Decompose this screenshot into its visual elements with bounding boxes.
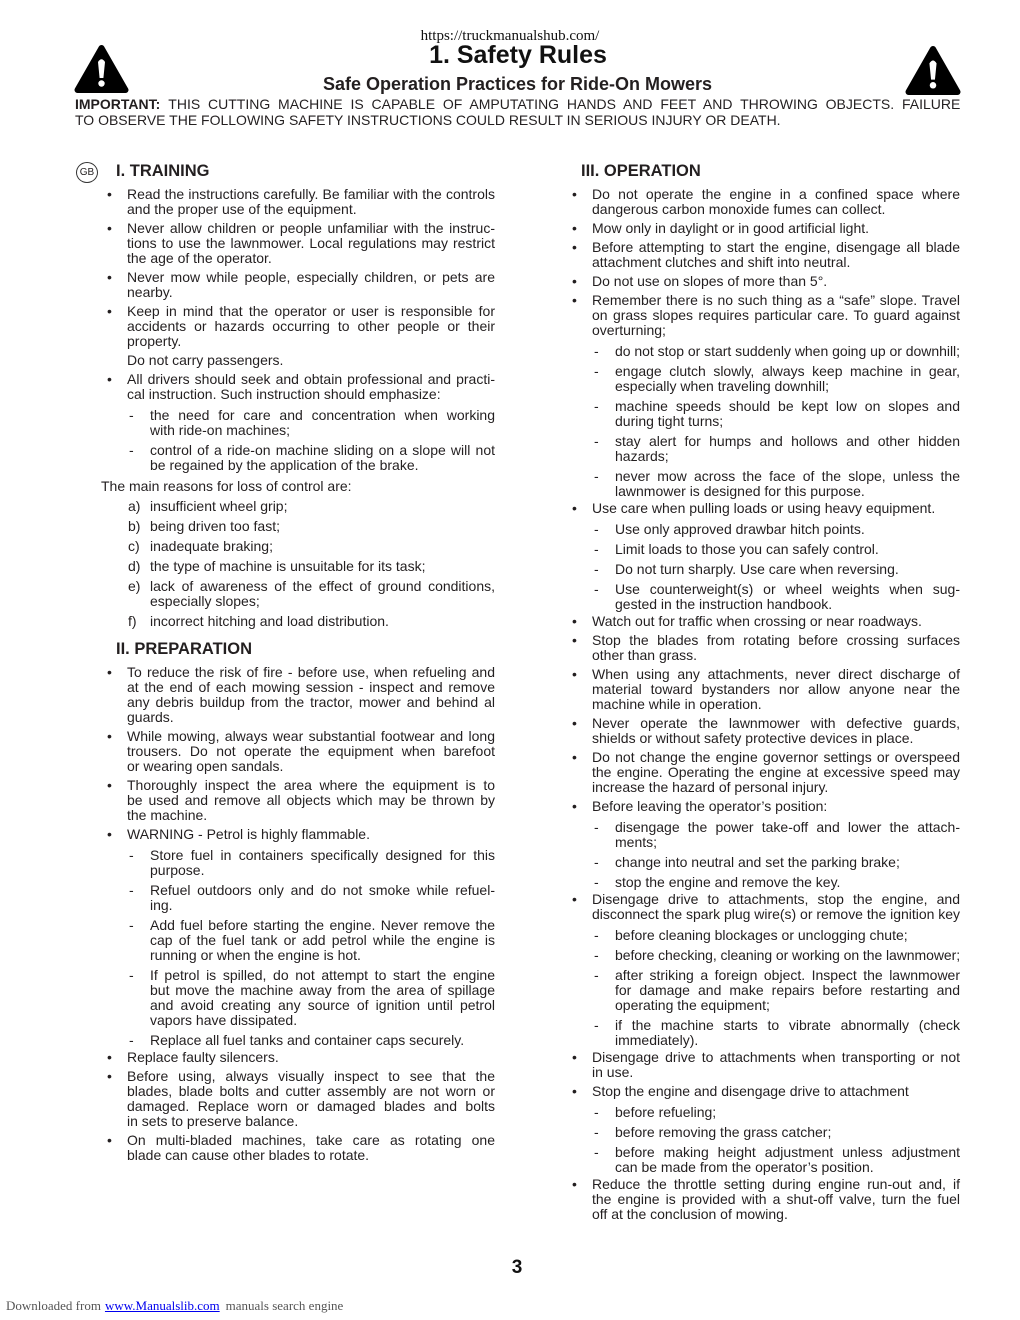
text-line: disconnect the spark plug wire(s) or remove the ignition key xyxy=(592,906,961,922)
important-text-line: THIS CUTTING MACHINE IS CAPABLE OF AMPUTATING HANDS AND FEET AND THROWING OBJECTS. FAILURE xyxy=(168,96,961,112)
text-line: before cleaning blockages or unclogging chute; xyxy=(615,927,908,943)
warning-triangle-icon xyxy=(905,45,961,96)
text-line: the need for care and concentration when working xyxy=(150,407,495,423)
text-line: off at the conclusion of mowing. xyxy=(592,1206,788,1222)
text-line: never mow across the face of the slope, unless the xyxy=(615,468,960,484)
item-letter: f) xyxy=(128,613,137,629)
text-line: control of a ride-on machine sliding on a slope will not xyxy=(150,442,495,458)
text-line: before making height adjustment unless adjustment xyxy=(615,1144,960,1160)
text-line: incorrect hitching and load distribution. xyxy=(150,613,389,629)
text-line: cal instruction. Such instruction should emphasize: xyxy=(127,386,441,402)
bullet-item xyxy=(566,1050,960,1080)
text-line: in sets to preserve balance. xyxy=(127,1113,299,1129)
dash-item xyxy=(566,948,960,963)
bullet-item xyxy=(101,187,495,217)
dash-marker: - xyxy=(594,561,599,577)
text-line: and the proper use of the equipment. xyxy=(127,201,357,217)
text-line: All drivers should seek and obtain professional and practi- xyxy=(127,371,495,387)
dash-marker: - xyxy=(594,854,599,870)
bullet-marker: • xyxy=(572,273,577,289)
bullet-item xyxy=(101,221,495,266)
text-line: change into neutral and set the parking brake; xyxy=(615,854,900,870)
lettered-item xyxy=(101,614,495,629)
text-line: before refueling; xyxy=(615,1104,717,1120)
dash-marker: - xyxy=(129,407,134,423)
bullet-marker: • xyxy=(107,728,112,744)
text-line: ments; xyxy=(615,834,658,850)
dash-item xyxy=(566,469,960,499)
text-line: the age of the operator. xyxy=(127,250,272,266)
lettered-item xyxy=(101,539,495,554)
bullet-item xyxy=(566,716,960,746)
important-notice xyxy=(75,96,960,128)
dash-item xyxy=(566,542,960,557)
bullet-item xyxy=(566,274,960,289)
bullet-marker: • xyxy=(107,371,112,387)
bullet-item xyxy=(566,799,960,814)
dash-item xyxy=(566,562,960,577)
page-title: 1. Safety Rules xyxy=(429,41,607,69)
text-line: Before attempting to start the engine, disengage all blade xyxy=(592,239,960,255)
text-line: While mowing, always wear substantial footwear and long xyxy=(127,728,495,744)
section-heading: III. OPERATION xyxy=(581,162,701,180)
text-line: can be made from the operator’s position. xyxy=(615,1159,874,1175)
text-line: Stop the engine and disengage drive to attachment xyxy=(592,1083,909,1099)
text-line: Do not use on slopes of more than 5°. xyxy=(592,273,828,289)
text-line: Never operate the lawnmower with defective guards, xyxy=(592,715,960,731)
dash-item xyxy=(566,399,960,429)
text-line: accidents or hazards occurring to other people or their xyxy=(127,318,495,334)
text-line: Mow only in daylight or in good artificial light. xyxy=(592,220,870,236)
text-line: Replace all fuel tanks and container caps securely. xyxy=(150,1032,465,1048)
language-badge: GB xyxy=(76,162,98,183)
bullet-marker: • xyxy=(572,749,577,765)
text-line: damaged. Replace worn or damaged blades and bolts xyxy=(127,1098,495,1114)
text-line: overturning; xyxy=(592,322,666,338)
text-line: trousers. Do not operate the equipment when barefoot xyxy=(127,743,495,759)
text-line: machine speeds should be kept low on slopes and xyxy=(615,398,961,414)
dash-marker: - xyxy=(594,967,599,983)
item-letter: d) xyxy=(128,558,141,574)
bullet-item xyxy=(566,501,960,516)
dash-marker: - xyxy=(129,1032,134,1048)
text-line: the type of machine is unsuitable for its task; xyxy=(150,558,426,574)
dash-item xyxy=(101,1033,495,1048)
text-line: Disengage drive to attachments, stop the engine, and xyxy=(592,891,960,907)
dash-marker: - xyxy=(594,1017,599,1033)
text-line: on grass slopes requires particular care. To guard against xyxy=(592,307,960,323)
bullet-marker: • xyxy=(107,303,112,319)
source-url: https://truckmanualshub.com/ xyxy=(420,28,600,44)
important-label: IMPORTANT: xyxy=(75,96,161,112)
text-line: Replace faulty silencers. xyxy=(127,1049,279,1065)
item-letter: e) xyxy=(128,578,141,594)
dash-marker: - xyxy=(594,927,599,943)
text-line: the engine. Operating the engine at excessive speed may xyxy=(592,764,961,780)
text-line: Limit loads to those you can safely control. xyxy=(615,541,879,557)
text-line: Use only approved drawbar hitch points. xyxy=(615,521,865,537)
text-line: immediately). xyxy=(615,1032,699,1048)
dash-marker: - xyxy=(129,882,134,898)
text-line: but move the machine away from the area of spillage xyxy=(150,982,495,998)
bullet-marker: • xyxy=(107,220,112,236)
text-line: tions to use the lawnmower. Local regulations may restrict xyxy=(127,235,495,251)
section-heading: I. TRAINING xyxy=(116,162,210,180)
text-line: Never allow children or people unfamiliar with the instruc- xyxy=(127,220,495,236)
lettered-item xyxy=(101,519,495,534)
bullet-item xyxy=(101,665,495,725)
text-line: any debris buildup from the tractor, mower and behind al xyxy=(127,694,495,710)
text-line: or wearing open sandals. xyxy=(127,758,284,774)
dash-item xyxy=(101,848,495,878)
bullet-marker: • xyxy=(107,1068,112,1084)
text-line: nearby. xyxy=(127,284,173,300)
dash-marker: - xyxy=(594,1124,599,1140)
text-line: be regained by the application of the brake. xyxy=(150,457,419,473)
dash-marker: - xyxy=(594,541,599,557)
dash-item xyxy=(566,968,960,1013)
text-line: disengage the power take-off and lower the attach- xyxy=(615,819,960,835)
text-line: blade can cause other blades to rotate. xyxy=(127,1147,370,1163)
text-line: hazards; xyxy=(615,448,669,464)
dash-item xyxy=(566,582,960,612)
bullet-marker: • xyxy=(107,664,112,680)
dash-marker: - xyxy=(594,398,599,414)
text-line: Use care when pulling loads or using heavy equipment. xyxy=(592,500,936,516)
dash-marker: - xyxy=(594,874,599,890)
text-line: Use counterweight(s) or wheel weights when sug- xyxy=(615,581,960,597)
important-line xyxy=(75,112,960,128)
text-line: especially when traveling downhill; xyxy=(615,378,830,394)
bullet-item xyxy=(566,750,960,795)
text-line: gested in the instruction handbook. xyxy=(615,596,833,612)
bullet-marker: • xyxy=(107,269,112,285)
bullet-item xyxy=(101,1069,495,1129)
lettered-item xyxy=(101,579,495,609)
page-subtitle: Safe Operation Practices for Ride-On Mowers xyxy=(322,74,713,94)
dash-item xyxy=(566,820,960,850)
text-line: purpose. xyxy=(150,862,205,878)
lettered-item xyxy=(101,499,495,514)
text-line: guards. xyxy=(127,709,174,725)
bullet-item xyxy=(566,892,960,922)
bullet-item xyxy=(101,827,495,842)
bullet-marker: • xyxy=(572,186,577,202)
dash-marker: - xyxy=(594,468,599,484)
text-line: during tight turns; xyxy=(615,413,724,429)
dash-marker: - xyxy=(594,581,599,597)
text-line: Read the instructions carefully. Be familiar with the controls xyxy=(127,186,495,202)
bullet-marker: • xyxy=(572,220,577,236)
text-line: Before leaving the operator’s position: xyxy=(592,798,828,814)
text-line: the engine is provided with a shut-off valve, turn the fuel xyxy=(592,1191,961,1207)
dash-item xyxy=(566,1018,960,1048)
footer-suffix: manuals search engine xyxy=(225,1298,344,1313)
text-line: Store fuel in containers specifically designed for this xyxy=(150,847,495,863)
dash-marker: - xyxy=(129,847,134,863)
text-line: Keep in mind that the operator or user is responsible for xyxy=(127,303,495,319)
bullet-marker: • xyxy=(572,1176,577,1192)
bullet-marker: • xyxy=(572,715,577,731)
section-heading: II. PREPARATION xyxy=(116,640,252,658)
text-line: shields or without safety protective devices in place. xyxy=(592,730,914,746)
dash-item xyxy=(566,1145,960,1175)
text-line: attachment clutches and shift into neutral. xyxy=(592,254,851,270)
dash-item xyxy=(101,443,495,473)
bullet-item xyxy=(566,614,960,629)
text-line: blades, blade bolts and cutter assembly are not worn or xyxy=(127,1083,495,1099)
text-line: stop the engine and remove the key. xyxy=(615,874,841,890)
bullet-marker: • xyxy=(107,1049,112,1065)
item-letter: c) xyxy=(128,538,140,554)
text-line: and avoid creating any source of ignition until petrol xyxy=(150,997,495,1013)
text-line: Disengage drive to attachments when transporting or not xyxy=(592,1049,960,1065)
dash-marker: - xyxy=(594,343,599,359)
text-line: with ride-on machines; xyxy=(150,422,291,438)
dash-item xyxy=(566,522,960,537)
text-line: Never mow while people, especially children, or pets are xyxy=(127,269,495,285)
text-line: Before using, always visually inspect to see that the xyxy=(127,1068,495,1084)
bullet-item xyxy=(566,667,960,712)
bullet-item xyxy=(566,293,960,338)
footer-prefix: Downloaded from xyxy=(6,1298,101,1313)
text-line: Do not turn sharply. Use care when reversing. xyxy=(615,561,899,577)
text-line: if the machine starts to vibrate abnormally (check xyxy=(615,1017,960,1033)
text-line: If petrol is spilled, do not attempt to start the engine xyxy=(150,967,495,983)
right-column xyxy=(566,161,960,1222)
text-line: at the end of each mowing session - inspect and remove xyxy=(127,679,495,695)
bullet-marker: • xyxy=(572,613,577,629)
text-line: being driven too fast; xyxy=(150,518,280,534)
bullet-item xyxy=(101,304,495,349)
bullet-item xyxy=(566,633,960,663)
bullet-marker: • xyxy=(107,826,112,842)
dash-item xyxy=(101,408,495,438)
dash-item xyxy=(101,918,495,963)
bullet-item xyxy=(101,778,495,823)
bullet-marker: • xyxy=(572,891,577,907)
text-line: On multi-bladed machines, take care as rotating one xyxy=(127,1132,495,1148)
text-line: WARNING - Petrol is highly flammable. xyxy=(127,826,370,842)
text-line: do not stop or start suddenly when going up or downhill; xyxy=(615,343,960,359)
text-line: property. xyxy=(127,333,182,349)
text-line: other than grass. xyxy=(592,647,698,663)
text-line: inadequate braking; xyxy=(150,538,273,554)
note-text xyxy=(101,353,495,368)
bullet-marker: • xyxy=(572,798,577,814)
text-line: cap of the fuel tank or add petrol while the engine is xyxy=(150,932,495,948)
dash-item xyxy=(566,434,960,464)
text-line: engage clutch slowly, always keep machine in gear, xyxy=(615,363,960,379)
dash-item xyxy=(566,928,960,943)
bullet-marker: • xyxy=(572,1083,577,1099)
bullet-marker: • xyxy=(572,632,577,648)
text-line: material toward bystanders nor allow anyone near the xyxy=(592,681,960,697)
text-line: operating the equipment; xyxy=(615,997,770,1013)
text-line: Add fuel before starting the engine. Never remove the xyxy=(150,917,495,933)
bullet-marker: • xyxy=(107,186,112,202)
text-line: Refuel outdoors only and do not smoke while refuel- xyxy=(150,882,495,898)
dash-marker: - xyxy=(594,363,599,379)
dash-marker: - xyxy=(594,433,599,449)
footer xyxy=(6,1298,343,1314)
text-line: lack of awareness of the effect of ground conditions, xyxy=(150,578,495,594)
text-line: especially slopes; xyxy=(150,593,260,609)
text-line: insufficient wheel grip; xyxy=(150,498,288,514)
dash-marker: - xyxy=(129,967,134,983)
text-line: lawnmower is designed for this purpose. xyxy=(615,483,865,499)
important-line xyxy=(75,96,960,112)
dash-item xyxy=(566,875,960,890)
text-line: vapors have dissipated. xyxy=(150,1012,298,1028)
page-number: 3 xyxy=(511,1257,523,1278)
intro-text xyxy=(101,479,495,494)
dash-item xyxy=(566,855,960,870)
text-line: Do not operate the engine in a confined space where xyxy=(592,186,960,202)
text-line: Reduce the throttle setting during engine run-out and, if xyxy=(592,1176,960,1192)
text-line: Do not carry passengers. xyxy=(127,352,284,368)
text-line: before checking, cleaning or working on the lawnmower; xyxy=(615,947,961,963)
bullet-item xyxy=(566,187,960,217)
dash-marker: - xyxy=(594,521,599,537)
warning-triangle-icon xyxy=(74,44,129,94)
item-letter: a) xyxy=(128,498,141,514)
item-letter: b) xyxy=(128,518,141,534)
bullet-item xyxy=(566,240,960,270)
text-line: in use. xyxy=(592,1064,634,1080)
dash-item xyxy=(566,1105,960,1120)
text-line: To reduce the risk of fire - before use, when refueling and xyxy=(127,664,495,680)
bullet-marker: • xyxy=(107,1132,112,1148)
text-line: after striking a foreign object. Inspect the lawnmower xyxy=(615,967,960,983)
text-line: Do not change the engine governor settings or overspeed xyxy=(592,749,960,765)
dash-item xyxy=(101,883,495,913)
text-line: increase the hazard of personal injury. xyxy=(592,779,829,795)
bullet-marker: • xyxy=(572,239,577,255)
text-line: ing. xyxy=(150,897,173,913)
bullet-item xyxy=(566,1084,960,1099)
manualslib-link[interactable]: www.Manualslib.com xyxy=(104,1298,220,1313)
text-line: before removing the grass catcher; xyxy=(615,1124,832,1140)
dash-marker: - xyxy=(594,947,599,963)
dash-marker: - xyxy=(594,1144,599,1160)
bullet-item xyxy=(101,1050,495,1065)
left-column xyxy=(101,161,495,1163)
dash-item xyxy=(566,1125,960,1140)
text-line: Thoroughly inspect the area where the equipment is to xyxy=(127,777,495,793)
text-line: the machine. xyxy=(127,807,208,823)
bullet-marker: • xyxy=(572,666,577,682)
dash-item xyxy=(566,364,960,394)
text-line: dangerous carbon monoxide fumes can collect. xyxy=(592,201,886,217)
bullet-marker: • xyxy=(572,1049,577,1065)
lettered-item xyxy=(101,559,495,574)
bullet-item xyxy=(101,1133,495,1163)
bullet-marker: • xyxy=(572,500,577,516)
dash-marker: - xyxy=(594,1104,599,1120)
bullet-item xyxy=(101,372,495,402)
important-text-line: TO OBSERVE THE FOLLOWING SAFETY INSTRUCTIONS COULD RESULT IN SERIOUS INJURY OR DEATH. xyxy=(75,112,781,128)
text-line: The main reasons for loss of control are: xyxy=(101,478,352,494)
dash-item xyxy=(101,968,495,1028)
text-line: for damage and make repairs before restarting and xyxy=(615,982,960,998)
dash-item xyxy=(566,344,960,359)
text-line: Watch out for traffic when crossing or near roadways. xyxy=(592,613,922,629)
text-line: Stop the blades from rotating before crossing surfaces xyxy=(592,632,960,648)
text-line: running or when the engine is hot. xyxy=(150,947,361,963)
text-line: machine while in operation. xyxy=(592,696,762,712)
text-line: stay alert for humps and hollows and other hidden xyxy=(615,433,960,449)
bullet-item xyxy=(566,1177,960,1222)
text-line: When using any attachments, never direct discharge of xyxy=(592,666,960,682)
text-line: be used and remove all objects which may be thrown by xyxy=(127,792,495,808)
bullet-item xyxy=(566,221,960,236)
bullet-marker: • xyxy=(572,292,577,308)
bullet-item xyxy=(101,729,495,774)
dash-marker: - xyxy=(129,917,134,933)
bullet-item xyxy=(101,270,495,300)
bullet-marker: • xyxy=(107,777,112,793)
text-line: Remember there is no such thing as a “safe” slope. Travel xyxy=(592,292,960,308)
dash-marker: - xyxy=(594,819,599,835)
dash-marker: - xyxy=(129,442,134,458)
